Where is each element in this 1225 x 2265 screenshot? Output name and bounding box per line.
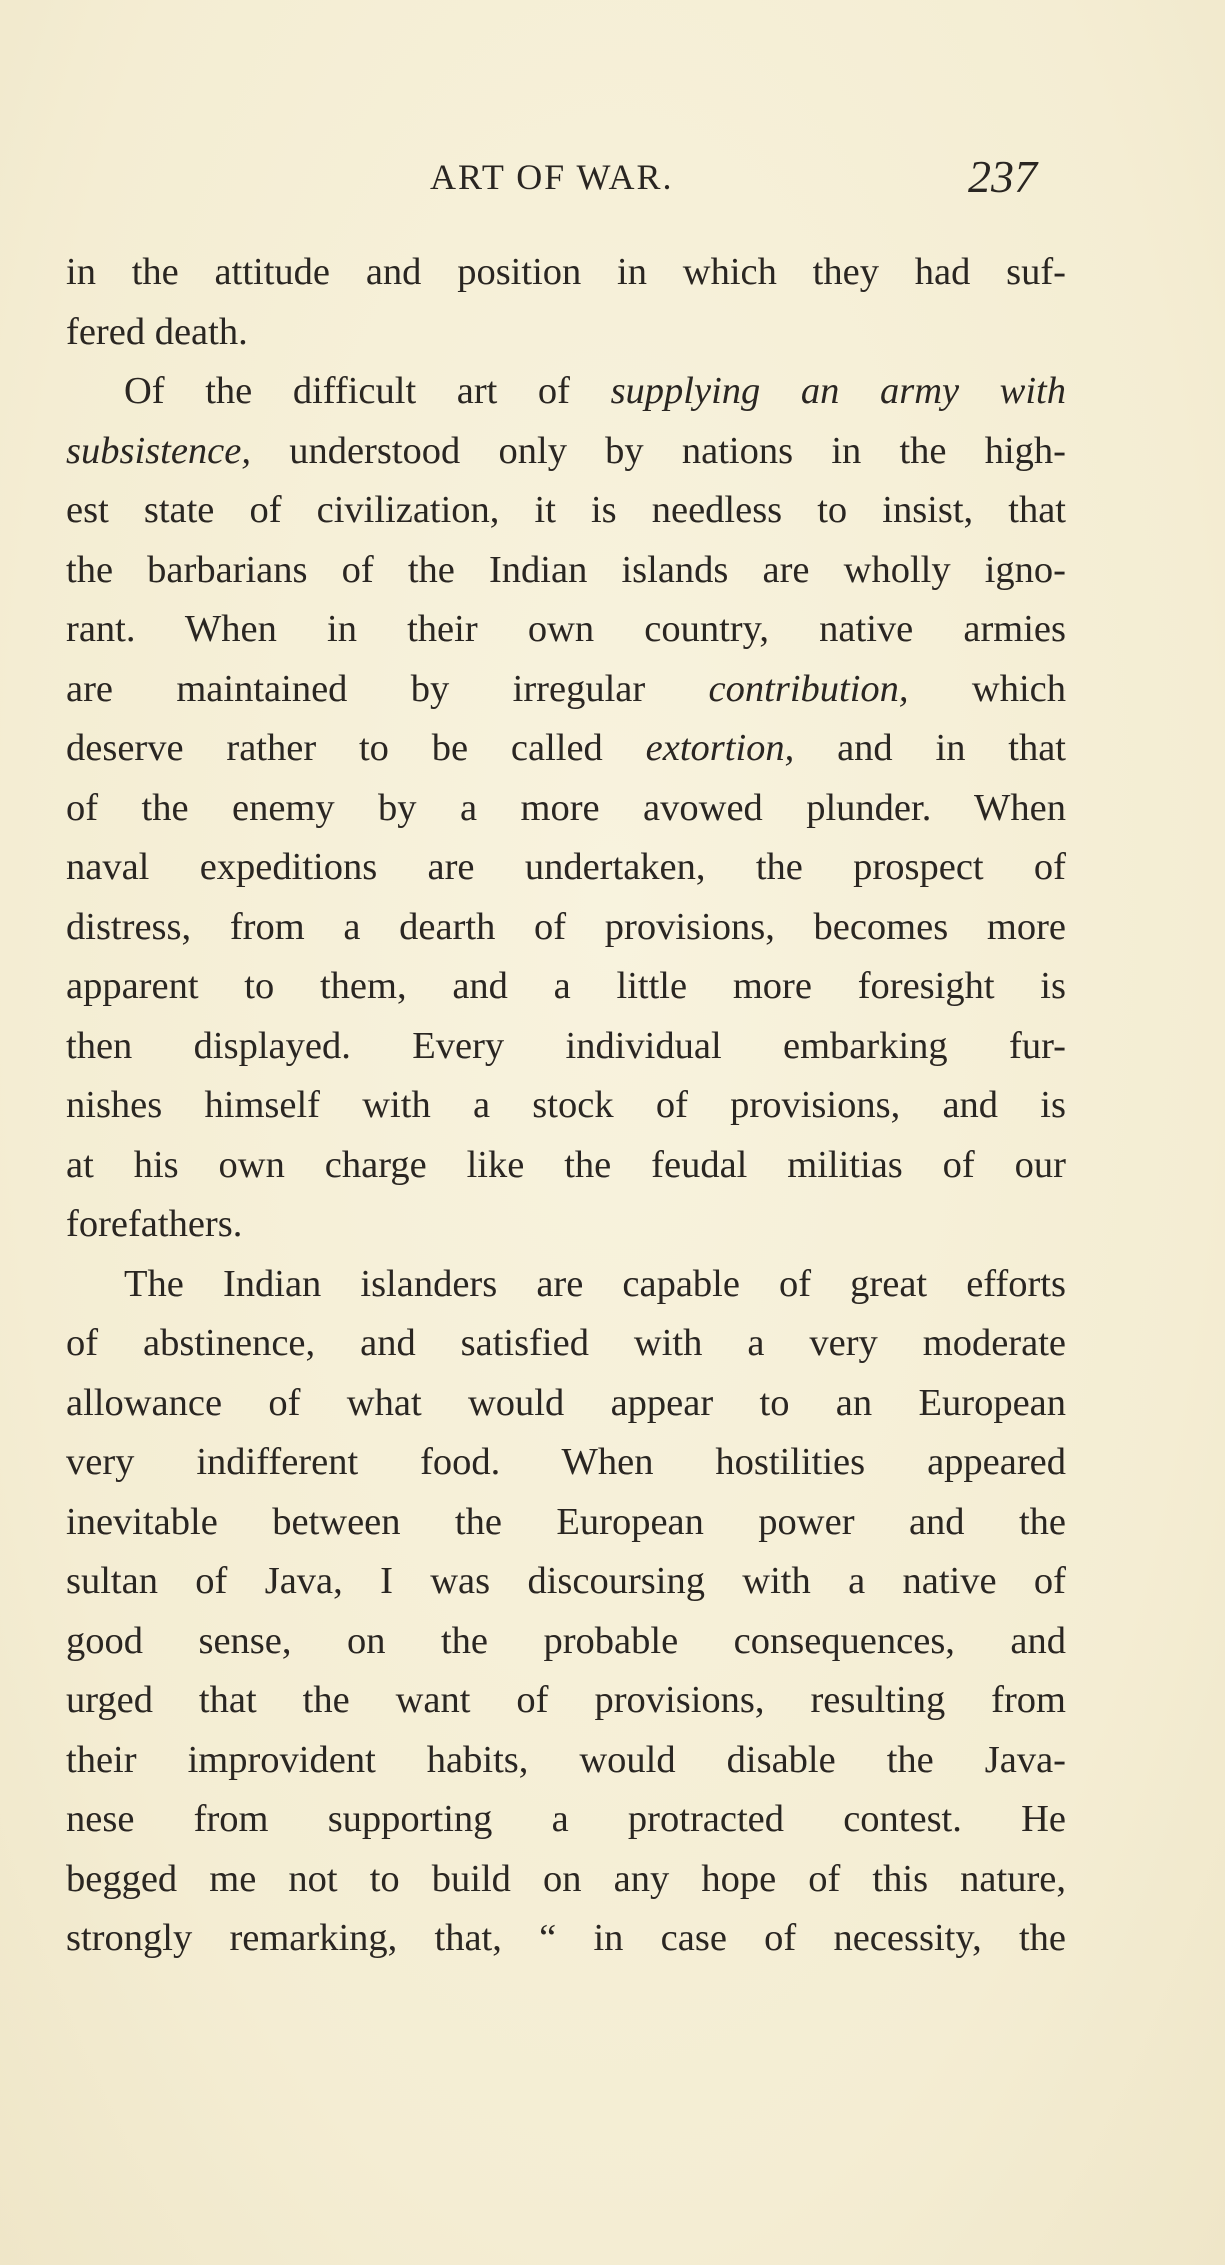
text-segment: naval expeditions are undertaken, the prospect of [66, 846, 1066, 888]
text-segment: fered death. [66, 310, 248, 353]
text-segment: then displayed. Every individual embarking fur- [66, 1024, 1066, 1067]
text-segment: of the enemy by a more avowed plunder. When [66, 786, 1066, 829]
text-line [66, 541, 1066, 601]
text-line [66, 481, 1066, 541]
italic-text: supplying an army with [610, 370, 1066, 412]
text-line [66, 1671, 1066, 1731]
text-line [66, 243, 1066, 303]
text-line [66, 1850, 1066, 1910]
italic-text: subsistence, [66, 429, 251, 472]
text-segment: The Indian islanders are capable of great efforts [124, 1262, 1066, 1305]
text-segment: very indifferent food. When hostilities appeared [66, 1441, 1066, 1483]
text-line [66, 1909, 1066, 1969]
text-segment: understood only by nations in the high- [250, 429, 1066, 472]
text-segment: begged me not to build on any hope of this nature, [66, 1857, 1066, 1900]
text-line [66, 1374, 1066, 1434]
text-segment: nishes himself with a stock of provisions, and is [66, 1084, 1066, 1126]
text-segment: good sense, on the probable consequences, and [66, 1619, 1066, 1662]
text-segment: urged that the want of provisions, resulting from [66, 1679, 1066, 1721]
text-line [66, 600, 1066, 660]
text-segment: forefathers. [66, 1203, 243, 1245]
italic-text: contribution, [708, 667, 909, 710]
text-line [66, 957, 1066, 1017]
text-segment: in the attitude and position in which they had suf- [66, 251, 1066, 293]
text-line [66, 1552, 1066, 1612]
text-segment: the barbarians of the Indian islands are wholly igno- [66, 548, 1066, 591]
text-segment: at his own charge like the feudal militias of our [66, 1143, 1066, 1186]
text-segment: are maintained by irregular [66, 667, 709, 710]
text-segment: and in that [794, 727, 1066, 769]
text-segment: their improvident habits, would disable the Java- [66, 1738, 1066, 1781]
text-line [66, 1136, 1066, 1196]
text-segment: which [908, 667, 1066, 710]
text-line [66, 1731, 1066, 1791]
page-number: 237 [968, 151, 1037, 202]
text-line [66, 838, 1066, 898]
text-segment: apparent to them, and a little more foresight is [66, 965, 1066, 1007]
text-line [66, 1314, 1066, 1374]
body-text [66, 243, 1066, 1969]
text-line [66, 362, 1066, 422]
text-line [66, 719, 1066, 779]
text-line [66, 1076, 1066, 1136]
text-segment: strongly remarking, that, “ in case of necessity, the [66, 1917, 1066, 1959]
text-line [66, 779, 1066, 839]
text-segment: Of the difficult art of [124, 370, 611, 412]
text-segment: est state of civilization, it is needless to insist, that [66, 489, 1066, 531]
text-line [66, 1612, 1066, 1672]
running-head [0, 150, 1225, 210]
text-line [66, 1790, 1066, 1850]
text-line [66, 1493, 1066, 1553]
italic-text: extortion, [645, 727, 795, 769]
text-segment: allowance of what would appear to an European [66, 1381, 1066, 1424]
text-segment: nese from supporting a protracted contest. He [66, 1798, 1066, 1840]
text-line [66, 660, 1066, 720]
text-line [66, 1433, 1066, 1493]
text-line [66, 1195, 1066, 1255]
text-line [66, 898, 1066, 958]
text-segment: distress, from a dearth of provisions, becomes more [66, 905, 1066, 948]
text-segment: rant. When in their own country, native armies [66, 608, 1066, 650]
running-title: ART OF WAR. [430, 157, 674, 197]
text-segment: sultan of Java, I was discoursing with a native of [66, 1560, 1066, 1602]
text-line [66, 303, 1066, 363]
text-line [66, 1255, 1066, 1315]
text-segment: inevitable between the European power and the [66, 1500, 1066, 1543]
text-line [66, 1017, 1066, 1077]
text-line [66, 422, 1066, 482]
text-segment: deserve rather to be called [66, 727, 646, 769]
text-segment: of abstinence, and satisfied with a very moderate [66, 1322, 1066, 1364]
